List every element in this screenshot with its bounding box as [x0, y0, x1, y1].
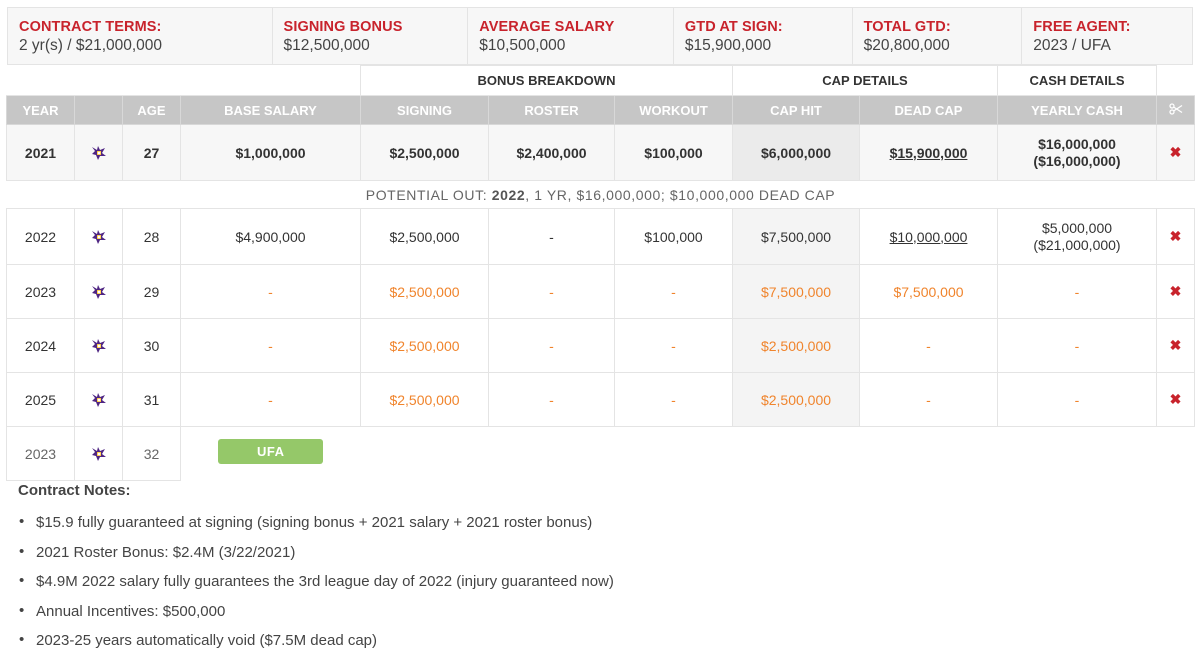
- base-salary-cell: -: [181, 319, 361, 373]
- summary-signing-bonus: [273, 8, 469, 64]
- cumulative-cash-value: ($21,000,000): [1033, 236, 1121, 253]
- cut-toggle-icon[interactable]: ✖: [1157, 373, 1195, 427]
- signing-cell: $2,500,000: [361, 209, 489, 265]
- summary-label: FREE AGENT:: [1033, 19, 1131, 35]
- group-spacer: [7, 66, 361, 96]
- age-cell: 28: [123, 209, 181, 265]
- cut-toggle-icon[interactable]: ✖: [1157, 265, 1195, 319]
- age-cell: 27: [123, 125, 181, 181]
- cut-toggle-icon[interactable]: ✖: [1157, 319, 1195, 373]
- summary-label: CONTRACT TERMS:: [19, 19, 162, 35]
- vikings-logo-icon: [89, 444, 109, 464]
- table-row: [7, 125, 1195, 181]
- signing-cell: $2,500,000: [361, 125, 489, 181]
- vikings-logo-icon: [89, 336, 109, 356]
- dead-cap-cell: -: [860, 373, 998, 427]
- list-item: • 2021 Roster Bonus: $2.4M (3/22/2021): [18, 544, 1118, 574]
- table-row: [7, 265, 1195, 319]
- summary-value: $10,500,000: [479, 37, 566, 54]
- summary-label: TOTAL GTD:: [863, 19, 951, 35]
- dead-cap-cell[interactable]: [860, 209, 998, 265]
- base-salary-cell: $4,900,000: [181, 209, 361, 265]
- table-row: [7, 319, 1195, 373]
- col-cut: [1157, 96, 1195, 125]
- roster-cell: $2,400,000: [489, 125, 615, 181]
- table-row: [7, 209, 1195, 265]
- yearly-cash-value: $16,000,000: [1038, 135, 1116, 152]
- year-cell: 2023: [7, 265, 75, 319]
- potential-out-row: [7, 181, 1195, 209]
- cut-toggle-icon[interactable]: ✖: [1157, 125, 1195, 181]
- ufa-badge: UFA: [218, 439, 323, 464]
- age-cell: 32: [123, 427, 181, 481]
- potential-out-prefix: POTENTIAL OUT:: [365, 186, 492, 203]
- col-cap-hit: CAP HIT: [733, 96, 860, 125]
- potential-out-suffix: , 1 YR, $16,000,000; $10,000,000 DEAD CAP: [525, 186, 836, 203]
- dead-cap-cell: $7,500,000: [860, 265, 998, 319]
- roster-cell: -: [489, 265, 615, 319]
- cut-toggle-icon[interactable]: ✖: [1157, 209, 1195, 265]
- team-cell: [75, 373, 123, 427]
- cap-hit-cell: $2,500,000: [733, 373, 860, 427]
- workout-cell: -: [615, 373, 733, 427]
- summary-label: SIGNING BONUS: [283, 19, 403, 35]
- list-item: • Annual Incentives: $500,000: [18, 603, 1118, 633]
- summary-free-agent: [1022, 8, 1192, 64]
- col-dead-cap: DEAD CAP: [860, 96, 998, 125]
- list-item: • $4.9M 2022 salary fully guarantees the 3rd league day of 2022 (injury guaranteed now): [18, 573, 1118, 603]
- year-cell: 2024: [7, 319, 75, 373]
- roster-cell: -: [489, 209, 615, 265]
- team-cell: [75, 265, 123, 319]
- team-cell: [75, 209, 123, 265]
- potential-out-text: [7, 181, 1195, 209]
- summary-value: $12,500,000: [283, 37, 370, 54]
- team-cell: [75, 125, 123, 181]
- team-cell: [75, 319, 123, 373]
- summary-total-gtd: [853, 8, 1023, 64]
- fa-status-cell: [181, 427, 361, 481]
- col-yearly-cash: YEARLY CASH: [998, 96, 1157, 125]
- signing-cell: $2,500,000: [361, 265, 489, 319]
- vikings-logo-icon: [89, 282, 109, 302]
- col-base-salary: BASE SALARY: [181, 96, 361, 125]
- cap-hit-cell: $6,000,000: [733, 125, 860, 181]
- col-team: [75, 96, 123, 125]
- base-salary-cell: -: [181, 265, 361, 319]
- summary-label: GTD AT SIGN:: [684, 19, 783, 35]
- year-cell: 2022: [7, 209, 75, 265]
- vikings-logo-icon: [89, 227, 109, 247]
- workout-cell: -: [615, 319, 733, 373]
- team-cell: [75, 427, 123, 481]
- contract-notes-list: [18, 514, 1118, 662]
- list-item: • 2023-25 years automatically void ($7.5M dead cap): [18, 632, 1118, 662]
- cap-hit-cell: $7,500,000: [733, 265, 860, 319]
- age-cell: 31: [123, 373, 181, 427]
- yearly-cash-cell: [998, 209, 1157, 265]
- yearly-cash-cell: [998, 125, 1157, 181]
- group-spacer: [1157, 66, 1195, 96]
- col-roster: ROSTER: [489, 96, 615, 125]
- workout-cell: -: [615, 265, 733, 319]
- column-group-row: [7, 66, 1195, 96]
- group-bonus-breakdown: BONUS BREAKDOWN: [361, 66, 733, 96]
- contract-notes-title: Contract Notes:: [18, 482, 131, 499]
- workout-cell: $100,000: [615, 125, 733, 181]
- scissors-icon: [1169, 102, 1183, 116]
- summary-value: 2 yr(s) / $21,000,000: [19, 37, 163, 54]
- col-workout: WORKOUT: [615, 96, 733, 125]
- potential-out-year: 2022: [491, 186, 526, 203]
- base-salary-cell: $1,000,000: [181, 125, 361, 181]
- year-cell: 2021: [7, 125, 75, 181]
- contract-summary-bar: [7, 7, 1193, 65]
- dead-cap-link[interactable]: $15,900,000: [889, 144, 968, 161]
- roster-cell: -: [489, 319, 615, 373]
- summary-value: 2023 / UFA: [1033, 37, 1111, 54]
- col-age: AGE: [123, 96, 181, 125]
- summary-gtd-at-sign: [674, 8, 853, 64]
- base-salary-cell: -: [181, 373, 361, 427]
- blank-cell: [361, 427, 1195, 481]
- list-item: • $15.9 fully guaranteed at signing (signing bonus + 2021 salary + 2021 roster bonus): [18, 514, 1118, 544]
- group-cap-details: CAP DETAILS: [733, 66, 998, 96]
- yearly-cash-cell: -: [998, 319, 1157, 373]
- table-row: [7, 373, 1195, 427]
- table-header-row: [7, 96, 1195, 125]
- cap-hit-cell: $7,500,000: [733, 209, 860, 265]
- contract-table: [6, 65, 1195, 481]
- signing-cell: $2,500,000: [361, 373, 489, 427]
- roster-cell: -: [489, 373, 615, 427]
- free-agent-row: [7, 427, 1195, 481]
- dead-cap-cell[interactable]: [860, 125, 998, 181]
- age-cell: 30: [123, 319, 181, 373]
- age-cell: 29: [123, 265, 181, 319]
- summary-average-salary: [468, 8, 674, 64]
- year-cell: 2025: [7, 373, 75, 427]
- contract-notes: [18, 482, 1118, 662]
- cap-hit-cell: $2,500,000: [733, 319, 860, 373]
- summary-label: AVERAGE SALARY: [479, 19, 615, 35]
- col-year: YEAR: [7, 96, 75, 125]
- col-signing: SIGNING: [361, 96, 489, 125]
- yearly-cash-cell: -: [998, 265, 1157, 319]
- yearly-cash-cell: -: [998, 373, 1157, 427]
- workout-cell: $100,000: [615, 209, 733, 265]
- year-cell: 2023: [7, 427, 75, 481]
- summary-value: $20,800,000: [863, 37, 950, 54]
- vikings-logo-icon: [89, 143, 109, 163]
- dead-cap-cell: -: [860, 319, 998, 373]
- signing-cell: $2,500,000: [361, 319, 489, 373]
- summary-value: $15,900,000: [684, 37, 772, 54]
- cumulative-cash-value: ($16,000,000): [1033, 152, 1121, 169]
- yearly-cash-value: $5,000,000: [1041, 219, 1113, 236]
- group-cash-details: CASH DETAILS: [998, 66, 1157, 96]
- dead-cap-link[interactable]: $10,000,000: [889, 228, 968, 245]
- vikings-logo-icon: [89, 390, 109, 410]
- summary-contract-terms: [8, 8, 273, 64]
